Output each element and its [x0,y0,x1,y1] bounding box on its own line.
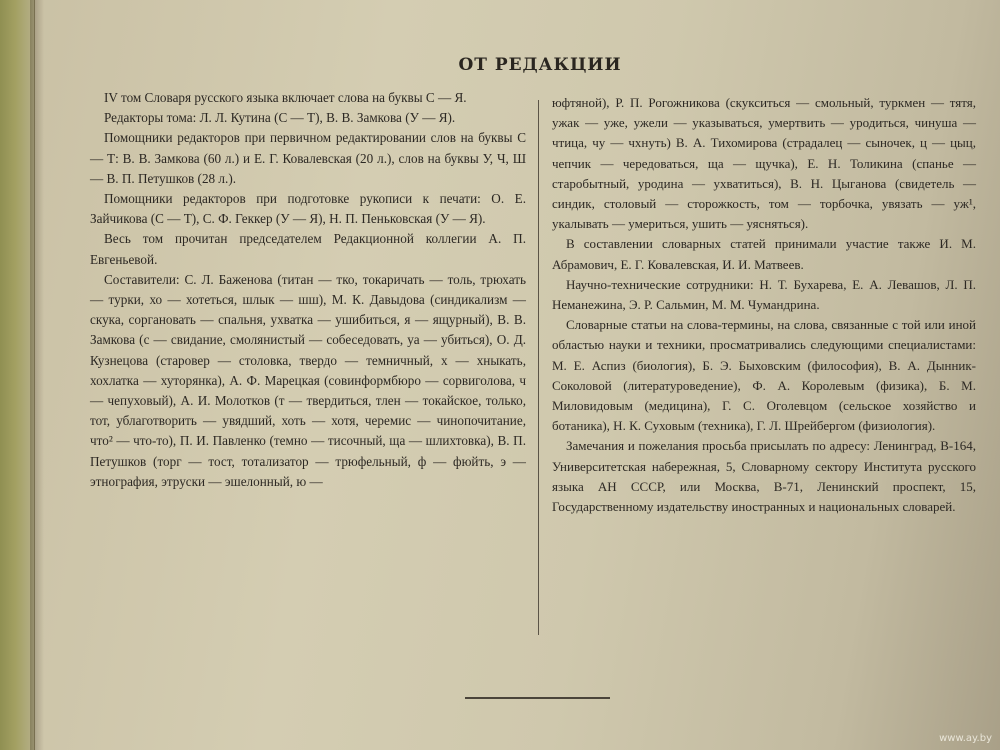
paragraph-assistants-print: Помощники редакторов при подготовке рукописи к печати: О. Е. Зайчикова (С — Т), С. Ф. Геккер (У — Я), Н. П. Пеньковская (У — Я). [90,191,526,227]
paragraph-address: Замечания и пожелания просьба присылать по адресу: Ленинград, В-164, Университетская набережная, 5, Словарному сектору Института русского языка АН СССР, или Москва, В-71, Ленинский проспект, 15, Государственному издательству иностранных и национальных словарей. [552,438,976,515]
paragraph-specialists: Словарные статьи на слова-термины, на слова, связанные с той или иной областью науки и техники, просматривались следующими специалистами: М. Е. Аспиз (биология), Б. Э. Быховским (философия), В. А. Дынник-Соколовой (литературоведение), Ф. А. Королевым (физика), Б. М. Миловидовым (медицина), Г. С. Оголевцом (сельское хозяйство и ботаника), Н. К. Суховым (техника), Г. Л. Шрейбергом (физиология). [552,317,976,434]
paragraph-editors: Редакторы тома: Л. Л. Кутина (С — Т), В. В. Замкова (У — Я). [104,110,456,126]
paragraph-compilers-cont: юфтяной), Р. П. Рогожникова (скукситься — смольный, туркмен — тятя, ужак — уже, ужели — указываться, умертвить — уродиться, чинуша — чтица, чу — чхнуть) В. А. Тихомирова (страдалец — сыночек, ц — цыц, чепчик — чередоваться, ща — щучка), Е. Н. Толикина (спанье — старобытный, уродина — ухватиться), В. Н. Цыганова (свидетель — синдик, столовый — сторожкость, том — торбочка, увязать — уж¹, укалывать — умериться, ушить — уясняться). [552,95,976,232]
paragraph-read-by: Весь том прочитан председателем Редакционной коллегии А. П. Евгеньевой. [90,231,526,267]
column-divider [538,100,539,635]
left-column [90,88,526,492]
paragraph-staff: Научно-технические сотрудники: Н. Т. Бухарева, Е. А. Левашов, Л. П. Неманежина, Э. Р. Сальмин, М. М. Чумандрина. [552,276,976,313]
paragraph-compilers: Составители: С. Л. Баженова (титан — тко, токаричать — толь, трюхать — турки, хо — хотеться, шлык — шш), М. К. Давыдова (синдикализм — скука, соргановать — спальня, ухватка — ушибиться, я — ящурный), В. В. Замкова (с — свидание, смолянистый — собеседовать, уа — убиться), О. Д. Кузнецова (старовер — столовка, твердо — темничный, х — хныкать, хохлатка — хуторянка), А. Ф. Марецкая (совинформбюро — сорвиголова, ч — чепуховый), А. И. Молотков (т — твердиться, тлен — токайское, только, тот, ублаготворить — увядший, хоть — хотя, черемис — чинопочитание, что² — что-то), П. И. Павленко (темно — тисочный, ща — шлихтовка), В. П. Петушков (торг — тост, тотализатор — трюфельный, ф — фюйть, э — этнография, этруски — эшелонный, ю — [90,271,526,489]
paragraph-assistants-primary: Помощники редакторов при первичном редактировании слов на буквы С — Т: В. В. Замкова (60 л.) и Е. Г. Ковалевская (20 л.), слов на буквы У, Ч, Ш — В. П. Петушков (28 л.). [90,130,526,186]
paragraph-participants: В составлении словарных статей принимали участие также И. М. Абрамович, Е. Г. Ковалевская, И. И. Матвеев. [552,236,976,272]
right-column [552,93,976,517]
end-rule [465,697,610,699]
paragraph-volume: IV том Словаря русского языка включает слова на буквы С — Я. [104,90,467,105]
page-title: ОТ РЕДАКЦИИ [458,55,622,75]
watermark: www.ay.by [939,733,992,744]
binding-shadow [30,0,44,750]
